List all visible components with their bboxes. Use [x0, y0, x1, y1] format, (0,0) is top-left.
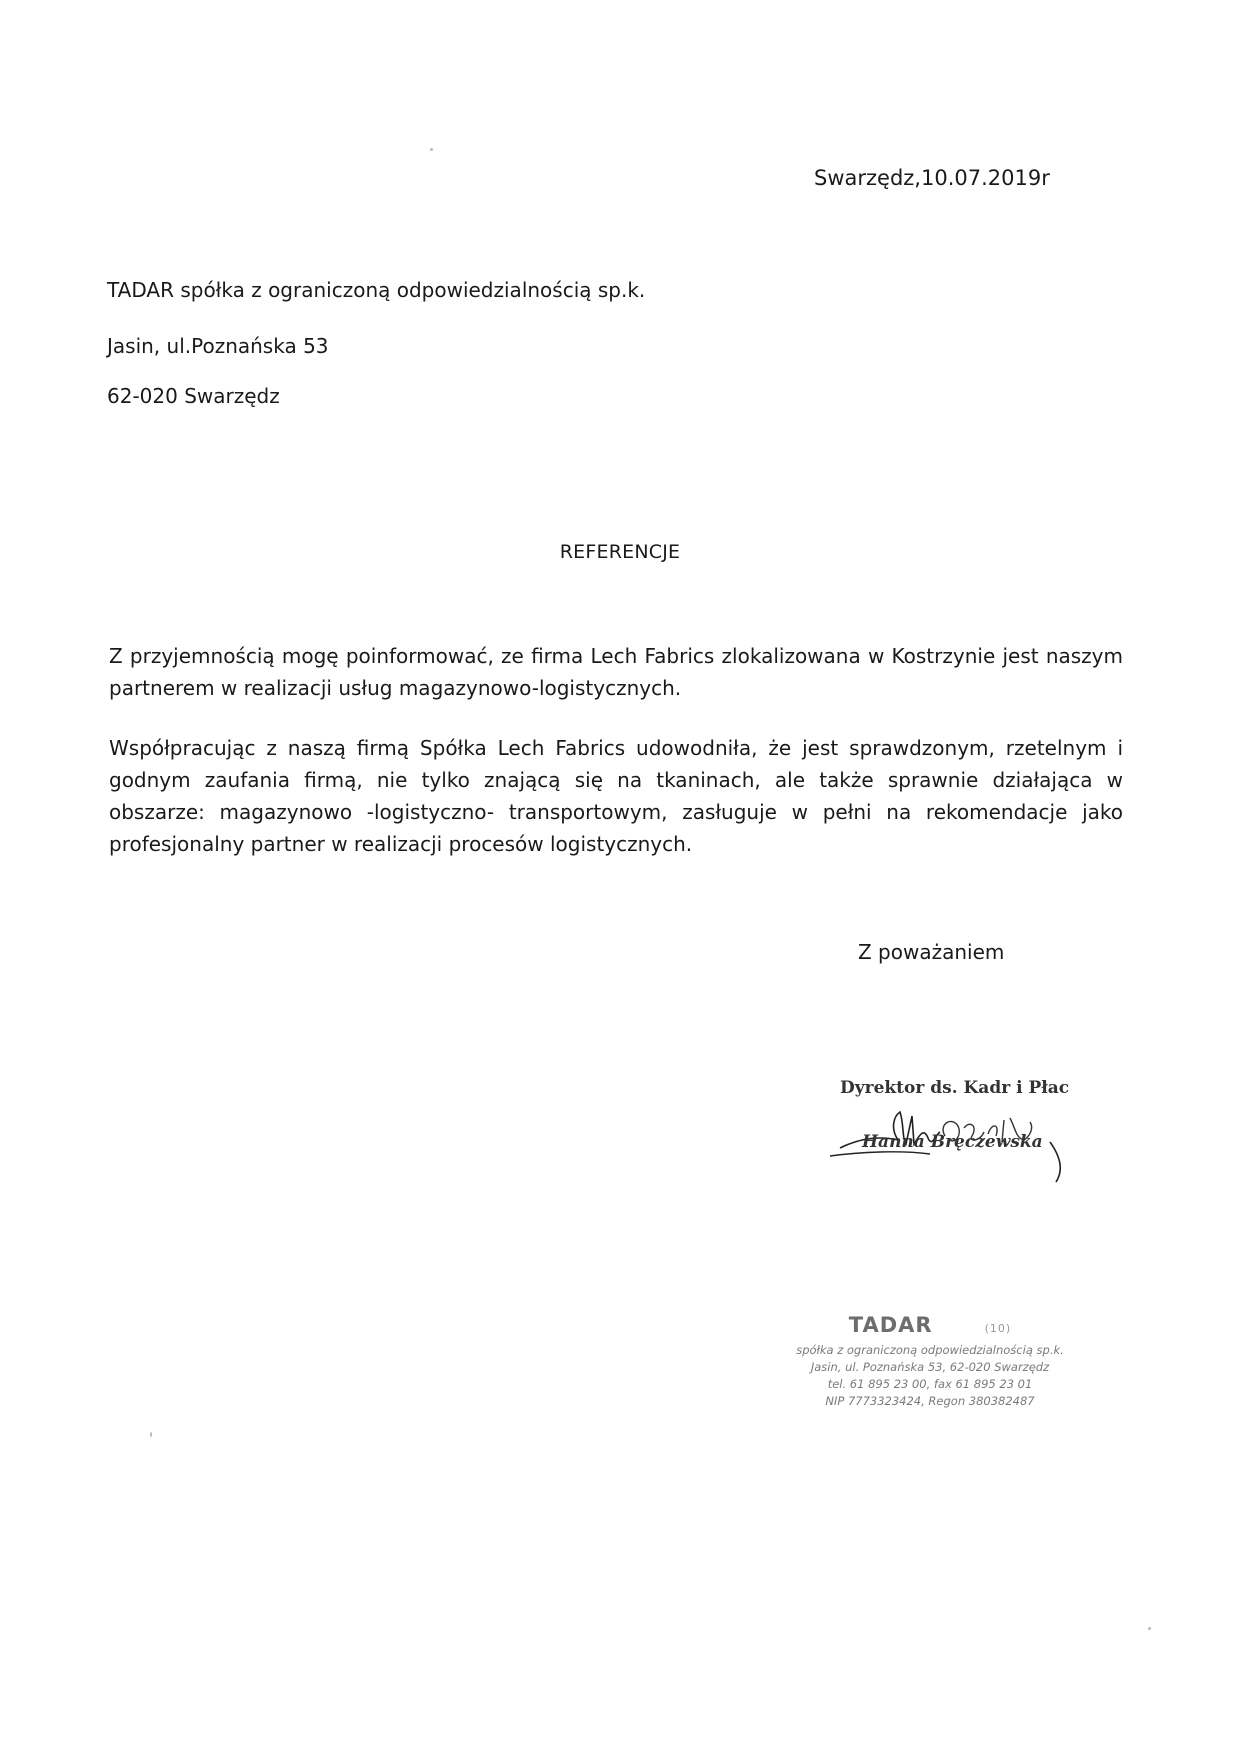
company-stamp-line-4: NIP 7773323424, Regon 380382487: [825, 1394, 1035, 1408]
company-stamp-name: [770, 1312, 1090, 1342]
letter-date: Swarzędz,10.07.2019r: [814, 166, 1050, 190]
scan-speck: [150, 1432, 152, 1437]
company-stamp-line-2: Jasin, ul. Poznańska 53, 62-020 Swarzędz: [810, 1360, 1050, 1374]
letter-closing: Z poważaniem: [858, 940, 1005, 964]
scan-speck: [430, 148, 433, 151]
scan-speck: [1148, 1627, 1151, 1630]
company-stamp: [770, 1312, 1090, 1410]
signature-role: Dyrektor ds. Kadr i Płac: [840, 1078, 1070, 1098]
company-stamp-name-text: TADAR: [848, 1313, 933, 1337]
recipient-street: Jasin, ul.Poznańska 53: [107, 334, 329, 358]
company-stamp-line-1: spółka z ograniczoną odpowiedzialnością sp.k.: [796, 1343, 1064, 1357]
company-stamp-mark: (10): [984, 1322, 1012, 1335]
company-stamp-line-3: tel. 61 895 23 00, fax 61 895 23 01: [827, 1377, 1033, 1391]
letter-paragraph-1: Z przyjemnością mogę poinformować, ze firma Lech Fabrics zlokalizowana w Kostrzynie jest naszym partnerem w realizacji usług magazynowo-logistycznych.: [109, 644, 1123, 700]
recipient-city: 62-020 Swarzędz: [107, 384, 280, 408]
letter-paragraph-2: Współpracując z naszą firmą Spółka Lech Fabrics udowodniła, że jest sprawdzonym, rzetelnym i godnym zaufania firmą, nie tylko znającą się na tkaninach, ale także sprawnie działająca w obszarze: magazynowo -logistyczno- transportowym, zasługuje w pełni na rekomendacje jako profesjonalny partner w realizacji procesów logistycznych.: [109, 736, 1123, 856]
letter-title: REFERENCJE: [559, 541, 681, 563]
signature-stamp: [820, 1078, 1080, 1188]
recipient-company: TADAR spółka z ograniczoną odpowiedzialnością sp.k.: [107, 278, 646, 302]
signature-name: Hanna Bręczewska: [862, 1132, 1043, 1152]
